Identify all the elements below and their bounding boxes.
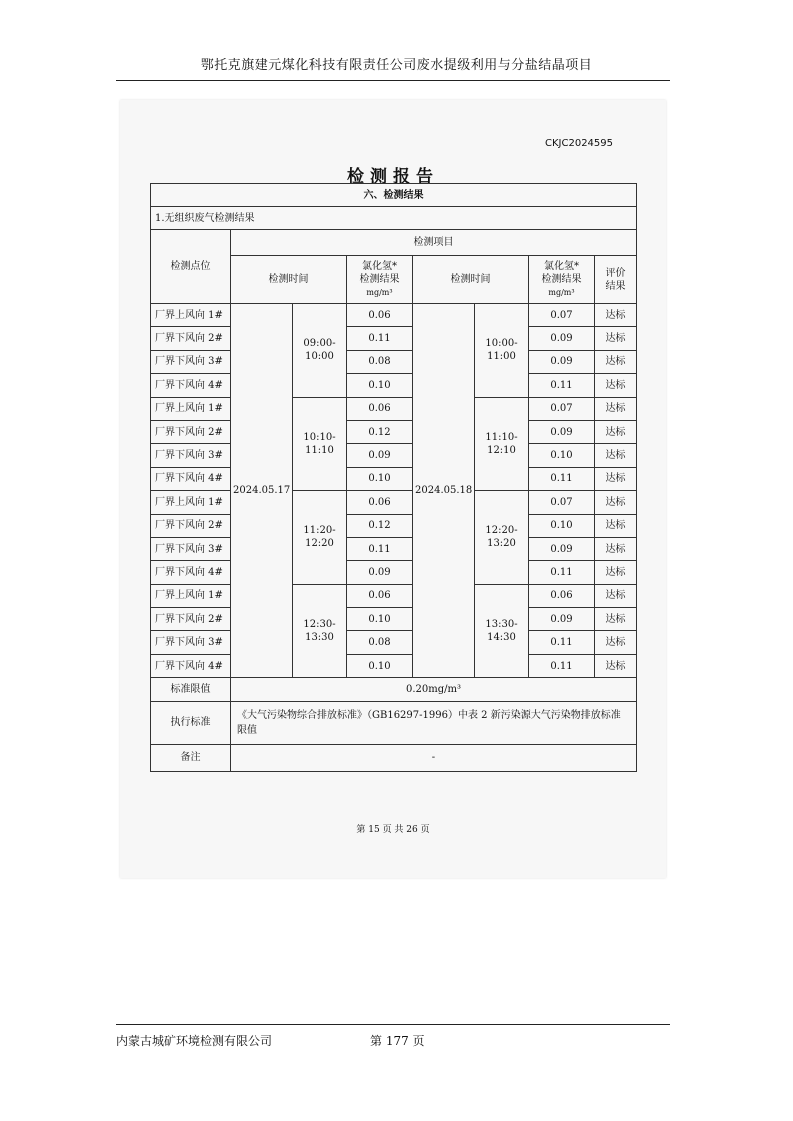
result-cell-day2: 0.07 (529, 491, 595, 514)
table-row (151, 654, 637, 677)
result-cell-day2: 0.11 (529, 561, 595, 584)
eval-cell: 达标 (595, 327, 637, 350)
result-cell-day2: 0.11 (529, 374, 595, 397)
point-cell: 厂界下风向 4# (151, 467, 231, 490)
footer-rule (116, 1024, 670, 1025)
result-cell-day1: 0.12 (347, 514, 413, 537)
time-end: 12:10 (487, 444, 516, 456)
report-page-number: 第 15 页 共 26 页 (356, 825, 430, 835)
result-cell-day1: 0.06 (347, 304, 413, 327)
point-cell: 厂界下风向 2# (151, 327, 231, 350)
eval-line2: 结果 (605, 280, 626, 292)
time-start: 12:30- (303, 618, 336, 630)
point-cell: 厂界下风向 2# (151, 608, 231, 631)
header-eval (595, 256, 637, 304)
eval-cell: 达标 (595, 631, 637, 654)
time-start: 11:20- (303, 525, 336, 537)
time-range-cell (293, 397, 347, 491)
report-title: 检测报告 (347, 167, 439, 187)
table-row (151, 631, 637, 654)
result-cell-day2: 0.07 (529, 304, 595, 327)
result-cell-day2: 0.11 (529, 631, 595, 654)
header-time-day1: 检测时间 (231, 256, 347, 304)
time-range-cell (475, 584, 529, 678)
table-row (151, 350, 637, 373)
standard-label: 执行标准 (151, 701, 231, 744)
time-start: 13:30- (485, 618, 518, 630)
eval-cell: 达标 (595, 654, 637, 677)
table-row (151, 561, 637, 584)
result-cell-day1: 0.10 (347, 654, 413, 677)
param-unit: mg/m³ (548, 288, 575, 297)
param-result: 检测结果 (541, 274, 582, 285)
result-cell-day2: 0.09 (529, 537, 595, 560)
standard-text: 《大气污染物综合排放标准》（GB16297-1996）中表 2 新污染源大气污染物排放标准限值 (231, 701, 637, 744)
result-cell-day2: 0.09 (529, 420, 595, 443)
point-cell: 厂界上风向 1# (151, 584, 231, 607)
time-range-cell (293, 584, 347, 678)
time-range-cell (475, 304, 529, 398)
eval-cell: 达标 (595, 397, 637, 420)
eval-cell: 达标 (595, 608, 637, 631)
result-cell-day1: 0.06 (347, 491, 413, 514)
results-table (150, 183, 637, 772)
eval-cell: 达标 (595, 420, 637, 443)
eval-cell: 达标 (595, 561, 637, 584)
point-cell: 厂界下风向 3# (151, 444, 231, 467)
table-row (151, 444, 637, 467)
table-row (151, 374, 637, 397)
header-rule (116, 80, 670, 81)
result-cell-day2: 0.10 (529, 444, 595, 467)
point-cell: 厂界上风向 1# (151, 491, 231, 514)
point-cell: 厂界下风向 4# (151, 561, 231, 584)
table-row (151, 467, 637, 490)
sub-title: 1.无组织废气检测结果 (151, 207, 637, 230)
time-start: 12:20- (485, 525, 518, 537)
result-cell-day2: 0.10 (529, 514, 595, 537)
time-end: 11:00 (487, 351, 516, 363)
time-end: 12:20 (305, 538, 334, 550)
result-cell-day2: 0.09 (529, 350, 595, 373)
table-row (151, 584, 637, 607)
time-start: 11:10- (485, 431, 518, 443)
result-cell-day2: 0.11 (529, 467, 595, 490)
remark-label: 备注 (151, 744, 231, 771)
eval-cell: 达标 (595, 304, 637, 327)
header-param-day1 (347, 256, 413, 304)
eval-cell: 达标 (595, 444, 637, 467)
point-cell: 厂界下风向 3# (151, 537, 231, 560)
header-time-day2: 检测时间 (413, 256, 529, 304)
point-cell: 厂界上风向 1# (151, 397, 231, 420)
point-cell: 厂界下风向 4# (151, 654, 231, 677)
point-cell: 厂界下风向 2# (151, 514, 231, 537)
footer-page-number: 第 177 页 (370, 1034, 425, 1048)
header-items: 检测项目 (231, 230, 637, 256)
date-cell-day2: 2024.05.18 (413, 304, 475, 678)
date-cell-day1: 2024.05.17 (231, 304, 293, 678)
time-range-cell (475, 397, 529, 491)
limit-label: 标准限值 (151, 678, 231, 701)
eval-cell: 达标 (595, 491, 637, 514)
time-end: 10:00 (305, 351, 334, 363)
result-cell-day1: 0.10 (347, 374, 413, 397)
point-cell: 厂界下风向 3# (151, 631, 231, 654)
eval-cell: 达标 (595, 514, 637, 537)
time-range-cell (293, 491, 347, 585)
table-row (151, 491, 637, 514)
result-cell-day2: 0.09 (529, 608, 595, 631)
result-cell-day1: 0.12 (347, 420, 413, 443)
table-row (151, 537, 637, 560)
point-cell: 厂界上风向 1# (151, 304, 231, 327)
point-cell: 厂界下风向 4# (151, 374, 231, 397)
table-row (151, 304, 637, 327)
param-name: 氯化氢* (544, 261, 579, 272)
result-cell-day1: 0.09 (347, 561, 413, 584)
table-row (151, 514, 637, 537)
eval-cell: 达标 (595, 584, 637, 607)
header-param-day2 (529, 256, 595, 304)
result-cell-day2: 0.07 (529, 397, 595, 420)
time-end: 11:10 (305, 444, 334, 456)
time-end: 13:20 (487, 538, 516, 550)
param-name: 氯化氢* (362, 261, 397, 272)
time-start: 10:00- (485, 338, 518, 350)
eval-cell: 达标 (595, 537, 637, 560)
table-row (151, 327, 637, 350)
limit-value: 0.20mg/m³ (231, 678, 637, 701)
result-cell-day2: 0.11 (529, 654, 595, 677)
result-cell-day1: 0.06 (347, 584, 413, 607)
result-cell-day1: 0.06 (347, 397, 413, 420)
result-cell-day1: 0.08 (347, 350, 413, 373)
section-title: 六、检测结果 (151, 184, 637, 207)
time-range-cell (475, 491, 529, 585)
time-end: 13:30 (305, 631, 334, 643)
result-cell-day1: 0.10 (347, 467, 413, 490)
result-cell-day2: 0.09 (529, 327, 595, 350)
eval-cell: 达标 (595, 374, 637, 397)
footer-company: 内蒙古城矿环境检测有限公司 (116, 1034, 273, 1048)
table-row (151, 397, 637, 420)
remark-value: - (231, 744, 637, 771)
document-header-title: 鄂托克旗建元煤化科技有限责任公司废水提级利用与分盐结晶项目 (200, 58, 593, 73)
result-cell-day1: 0.08 (347, 631, 413, 654)
result-cell-day1: 0.11 (347, 327, 413, 350)
eval-cell: 达标 (595, 467, 637, 490)
table-row (151, 608, 637, 631)
param-result: 检测结果 (359, 274, 400, 285)
point-cell: 厂界下风向 2# (151, 420, 231, 443)
report-id: CKJC2024595 (545, 138, 614, 149)
time-start: 10:10- (303, 431, 336, 443)
result-cell-day1: 0.10 (347, 608, 413, 631)
result-cell-day1: 0.09 (347, 444, 413, 467)
eval-line1: 评价 (605, 267, 626, 279)
time-end: 14:30 (487, 631, 516, 643)
time-range-cell (293, 304, 347, 398)
point-cell: 厂界下风向 3# (151, 350, 231, 373)
eval-cell: 达标 (595, 350, 637, 373)
header-point: 检测点位 (151, 230, 231, 304)
result-cell-day1: 0.11 (347, 537, 413, 560)
param-unit: mg/m³ (366, 288, 393, 297)
result-cell-day2: 0.06 (529, 584, 595, 607)
time-start: 09:00- (303, 338, 336, 350)
table-row (151, 420, 637, 443)
